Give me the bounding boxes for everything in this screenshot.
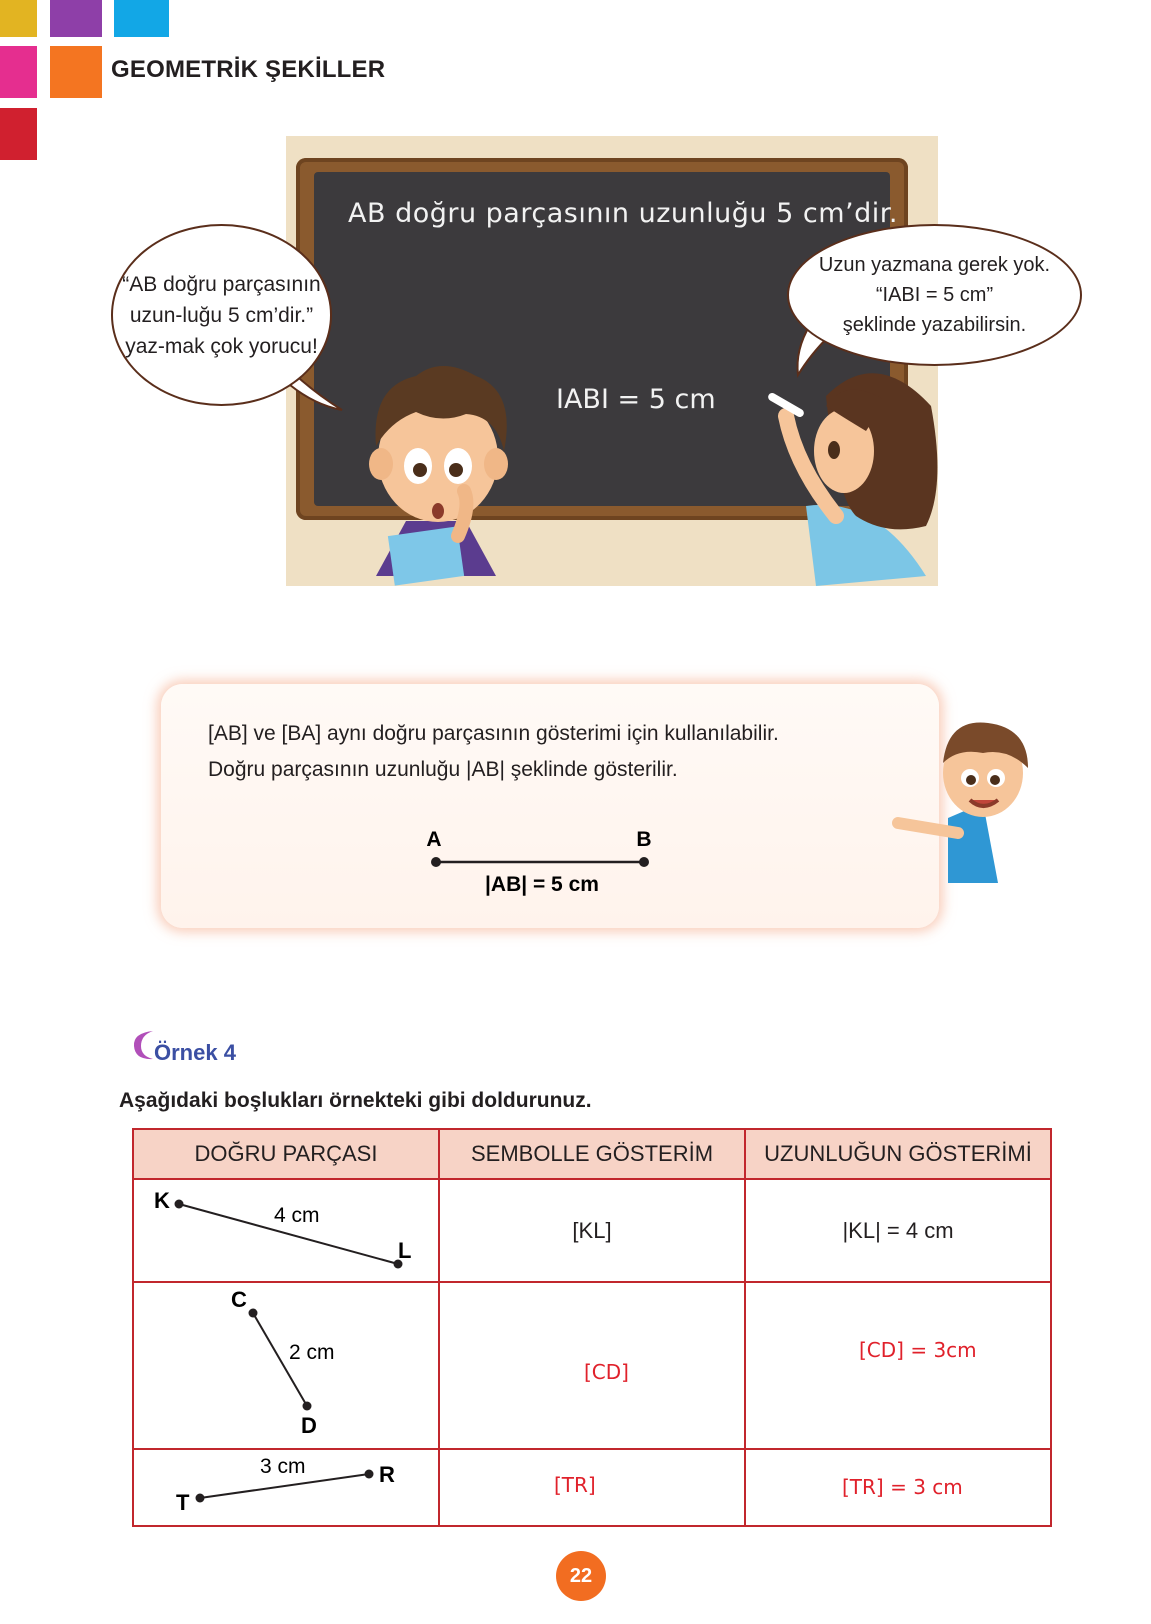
- board-text-line-1: AB doğru parçasının uzunluğu 5 cm’dir.: [348, 198, 898, 229]
- header-square: [0, 46, 37, 98]
- header-square: [50, 0, 102, 37]
- length-notation-cell: [745, 1449, 1051, 1526]
- segment-tr-diagram: [134, 1450, 438, 1520]
- length-notation-cell: [745, 1282, 1051, 1449]
- header-square: [114, 0, 169, 37]
- point-a-dot: [431, 857, 441, 867]
- speech-bubble-girl-line: Uzun yazmana gerek yok.: [818, 254, 1051, 276]
- info-box: [161, 684, 939, 928]
- table-header-row: [133, 1129, 1051, 1179]
- table-row: [133, 1449, 1051, 1526]
- info-line-1: [AB] ve [BA] aynı doğru parçasının gösterimi için kullanılabilir.: [208, 722, 779, 745]
- length-notation-cell: |KL| = 4 cm: [745, 1179, 1051, 1282]
- table-header: UZUNLUĞUN GÖSTERİMİ: [745, 1129, 1051, 1179]
- header-square: [0, 108, 37, 160]
- table-header: SEMBOLLE GÖSTERİM: [439, 1129, 745, 1179]
- classroom-illustration: [286, 136, 938, 586]
- example-label: Örnek 4: [154, 1040, 236, 1065]
- header-square: [50, 46, 102, 98]
- speech-bubble-boy-text: “AB doğru parçasının uzun-luğu 5 cm’dir.” yaz-mak çok yorucu!: [122, 272, 321, 358]
- speech-bubble-girl-line: şeklinde yazabilirsin.: [842, 314, 1027, 336]
- length-notation-answer: [TR] = 3 cm: [842, 1474, 963, 1499]
- boy-character: [346, 346, 526, 586]
- point-t-dot: [196, 1494, 205, 1503]
- page-title: GEOMETRİK ŞEKİLLER: [111, 56, 386, 83]
- info-line-2: Doğru parçasının uzunluğu |AB| şeklinde gösterilir.: [208, 758, 678, 781]
- table-row: [133, 1282, 1051, 1449]
- point-a-label: A: [426, 828, 442, 851]
- segment-ab-diagram: [161, 684, 939, 928]
- symbol-cell: [439, 1282, 745, 1449]
- point-d-dot: [303, 1402, 312, 1411]
- segment-kl-length: 4 cm: [274, 1204, 320, 1227]
- symbol-answer: [CD]: [584, 1359, 629, 1384]
- point-l-label: L: [398, 1238, 412, 1263]
- point-k-dot: [175, 1200, 184, 1209]
- table-header: DOĞRU PARÇASI: [133, 1129, 439, 1179]
- point-d-label: D: [301, 1413, 317, 1438]
- point-c-dot: [249, 1309, 258, 1318]
- table-row: [133, 1179, 1051, 1282]
- speech-bubble-girl: [787, 224, 1082, 366]
- symbol-answer: [TR]: [554, 1472, 596, 1497]
- example-instruction: Aşağıdaki boşlukları örnekteki gibi doldurunuz.: [119, 1089, 592, 1112]
- segment-cd-diagram: [134, 1283, 438, 1443]
- segment-tr-length: 3 cm: [260, 1455, 306, 1478]
- segment-cd-length: 2 cm: [289, 1341, 335, 1364]
- length-notation-answer: [CD] = 3cm: [859, 1337, 977, 1362]
- speech-bubble-girl-line: “IABI = 5 cm”: [875, 284, 994, 306]
- header-square: [0, 0, 37, 37]
- board-text-line-2: IABI = 5 cm: [556, 384, 716, 415]
- point-c-label: C: [231, 1287, 247, 1312]
- girl-character: [726, 346, 938, 586]
- point-b-label: B: [636, 828, 652, 851]
- point-r-dot: [365, 1470, 374, 1479]
- symbol-cell: [KL]: [439, 1179, 745, 1282]
- symbol-cell: [439, 1449, 745, 1526]
- point-b-dot: [639, 857, 649, 867]
- page-number: 22: [556, 1551, 606, 1601]
- segment-cell: [133, 1179, 439, 1282]
- segment-kl-diagram: [134, 1180, 438, 1276]
- pointing-boy-character: [888, 708, 1038, 883]
- exercise-table: [132, 1128, 1052, 1527]
- segment-ab-length: |AB| = 5 cm: [485, 873, 599, 896]
- segment-cell: [133, 1282, 439, 1449]
- segment-cell: [133, 1449, 439, 1526]
- point-t-label: T: [176, 1490, 190, 1515]
- speech-bubble-boy: [111, 224, 332, 406]
- point-r-label: R: [379, 1462, 395, 1487]
- point-k-label: K: [154, 1188, 170, 1213]
